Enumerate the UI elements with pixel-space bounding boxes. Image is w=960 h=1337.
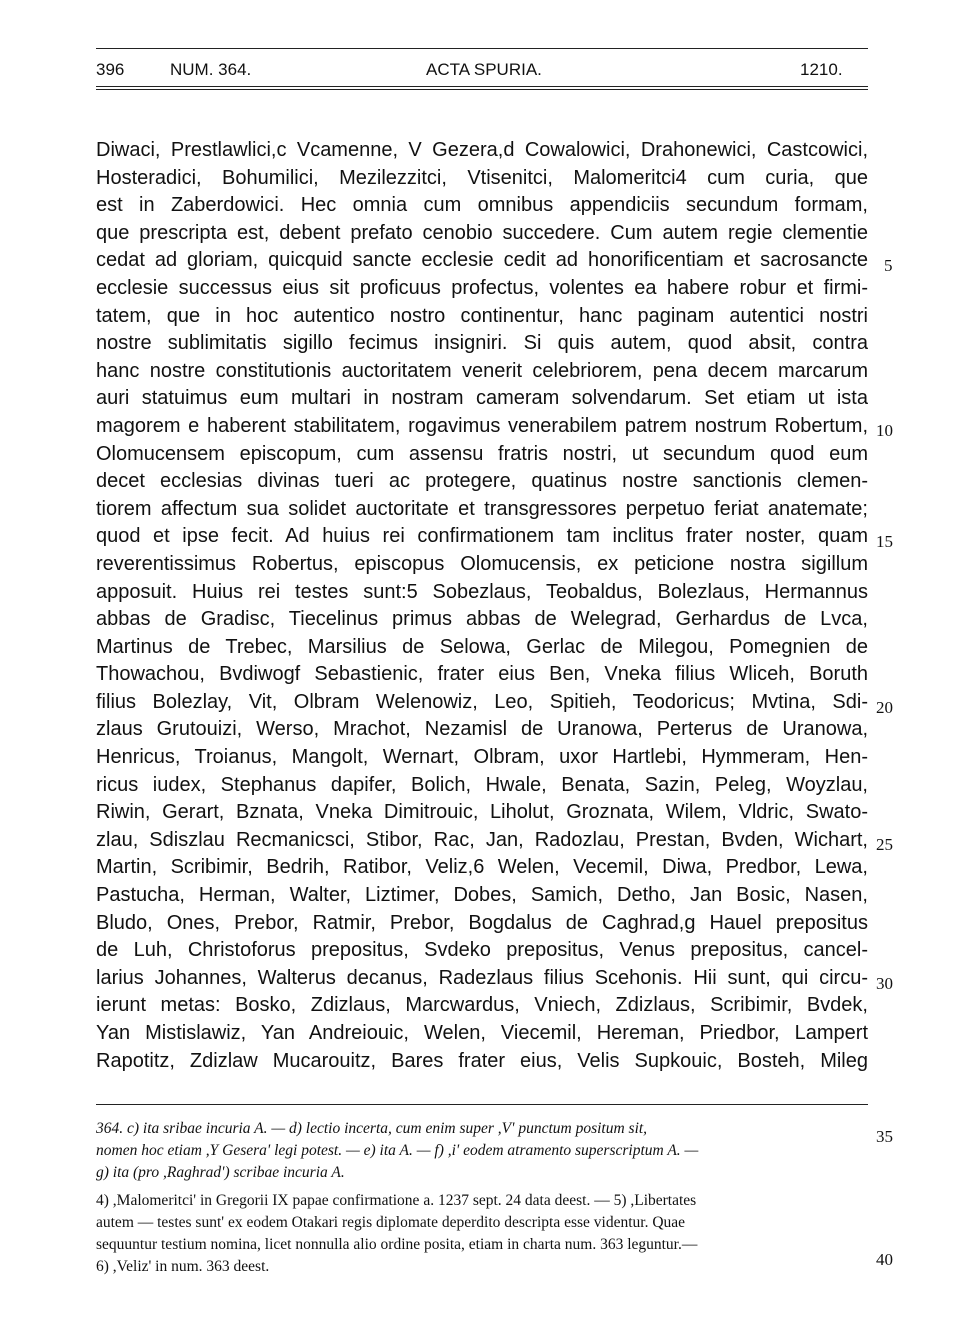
- document-number: NUM. 364.: [170, 60, 252, 79]
- text-line: Hosteradici, Bohumilici, Mezilezzitci, Vtisenitci, Malomeritci4 cum curia, que: [96, 166, 868, 189]
- text-line: Martin, Scribimir, Bedrih, Ratibor, Veliz,6 Welen, Vecemil, Diwa, Predbor, Lewa,: [96, 856, 868, 879]
- commentary-notes: [96, 1190, 868, 1278]
- text-line: hanc nostre constitutionis auctoritatem venerit celebriorem, pena decem marcarum: [96, 359, 868, 382]
- text-line: Olomucensem episcopum, cum assensu fratris nostri, ut secundum quod eum: [96, 442, 868, 465]
- text-line: tatem, que in hoc autentico nostro continentur, hanc paginam autentici nostri: [96, 304, 868, 327]
- critical-apparatus: [96, 1118, 868, 1184]
- text-line: Bludo, Ones, Prebor, Ratmir, Prebor, Bogdalus de Caghrad,g Hauel prepositus: [96, 911, 868, 934]
- text-line: est in Zaberdowici. Hec omnia cum omnibus appendiciis secundum formam,: [96, 194, 868, 217]
- footnote-line: autem — testes sunt' ex eodem Otakari regis diplomate deperdito descripta esse videntur. Quae: [96, 1214, 686, 1231]
- text-line: Martinus de Trebec, Marsilius de Selowa, Gerlac de Milegou, Pomegnien de: [96, 635, 868, 658]
- text-line: decet ecclesias divinas tueri ac protegere, quatinus nostre sanctionis clemen-: [96, 470, 868, 493]
- text-line: Riwin, Gerart, Bznata, Vneka Dimitrouic, Liholut, Groznata, Wilem, Vldric, Swato-: [96, 801, 868, 824]
- line-number-10: 10: [876, 421, 893, 440]
- main-text: [96, 137, 868, 1075]
- text-line: Diwaci, Prestlawlici,c Vcamenne, V Gezera,d Cowalowici, Drahonewici, Castcowici,: [96, 139, 868, 161]
- text-line: Yan Mistislawiz, Yan Andreiouic, Welen, Viecemil, Hereman, Priedbor, Lampert: [96, 1022, 868, 1044]
- section-title: ACTA SPURIA.: [426, 60, 542, 79]
- text-line: ricus iudex, Stephanus dapifer, Bolich, Hwale, Benata, Sazin, Peleg, Woyzlau,: [96, 773, 868, 796]
- text-line: abbas de Gradisc, Tiecelinus primus abbas de Welegrad, Gerhardus de Lvca,: [96, 608, 868, 631]
- footnote-line: sequuntur testium nomina, licet nonnulla alio ordine posita, etiam in charta num. 363 leguntur.—: [96, 1236, 698, 1253]
- footnote-line: 364. c) ita sribae incuria A. — d) lectio incerta, cum enim super ,V' punctum positum sit,: [96, 1120, 648, 1137]
- text-line: Pastucha, Herman, Walter, Liztimer, Dobes, Samich, Detho, Jan Bosic, Nasen,: [96, 884, 868, 907]
- text-line: zlaus Grutouizi, Werso, Mrachot, Nezamisl de Uranowa, Perterus de Uranowa,: [96, 718, 868, 741]
- line-number-5: 5: [884, 256, 893, 275]
- text-line: tiorem affectum sua solidet auctoritate et transgressores perpetuo feriat anatemate;: [96, 497, 868, 520]
- footnote-line: nomen hoc etiam ,Y Gesera' legi potest. — e) ita A. — f) ,i' eodem atramento superscriptum A. —: [96, 1142, 699, 1159]
- footnote-rule: [96, 1104, 868, 1105]
- text-line: apposuit. Huius rei testes sunt:5 Sobezlaus, Teobaldus, Bolezlaus, Hermannus: [96, 580, 868, 603]
- text-line: Henricus, Troianus, Mangolt, Wernart, Olbram, uxor Hartlebi, Hymmeram, Hen-: [96, 746, 868, 769]
- line-number-15: 15: [876, 532, 893, 551]
- footnote-line: g) ita (pro ,Raghrad') scribae incuria A.: [96, 1164, 345, 1181]
- year: 1210.: [800, 60, 843, 79]
- footnote-line: 4) ,Malomeritci' in Gregorii IX papae confirmatione a. 1237 sept. 24 data deest. — 5) ,Libertates: [96, 1192, 697, 1209]
- header-rule-2: [96, 89, 868, 90]
- line-number-35: 35: [876, 1127, 893, 1146]
- line-number-25: 25: [876, 835, 893, 854]
- line-number-20: 20: [876, 698, 893, 717]
- text-line: cedat ad gloriam, quicquid sancte ecclesie cedit ad honorificentiam et sacrosancte: [96, 249, 868, 272]
- text-line: quod et ipse fecit. Ad huius rei confirmationem tam inclitus frater noster, quam: [96, 525, 868, 548]
- text-line: reverentissimus Robertus, episcopus Olomucensis, ex peticione nostra sigillum: [96, 552, 868, 575]
- line-number-40: 40: [876, 1250, 893, 1269]
- header-rule-1: [96, 86, 868, 87]
- top-rule: [96, 48, 868, 49]
- text-line: magorem e haberent stabilitatem, rogavimus venerabilem patrem nostrum Robertum,: [96, 414, 868, 437]
- page-number: 396: [96, 60, 125, 79]
- footnote-line: 6) ,Veliz' in num. 363 deest.: [96, 1258, 270, 1275]
- text-line: de Luh, Christoforus prepositus, Svdeko prepositus, Venus prepositus, cancel-: [96, 939, 868, 962]
- text-line: ecclesie successus eius sit proficuus profectus, volentes ea habere robur et firmi-: [96, 276, 868, 299]
- text-line: nostre sublimitatis sigillo fecimus insigniri. Si quis autem, quod absit, contra: [96, 332, 868, 355]
- text-line: zlau, Sdiszlau Recmanicsci, Stibor, Rac, Jan, Radozlau, Prestan, Bvden, Wichart,: [96, 828, 868, 851]
- text-line: Rapotitz, Zdizlaw Mucarouitz, Bares frater eius, Velis Supkouic, Bosteh, Mileg: [96, 1049, 868, 1072]
- text-line: ierunt metas: Bosko, Zdizlaus, Marcwardus, Vniech, Zdizlaus, Scribimir, Bvdek,: [96, 994, 868, 1017]
- text-line: auri statuimus eum multari in nostram cameram solvendarum. Set etiam ut ista: [96, 387, 868, 410]
- text-line: filius Bolezlay, Vit, Olbram Welenowiz, Leo, Spitieh, Teodoricus; Mvtina, Sdi-: [96, 690, 868, 713]
- running-header: [96, 56, 868, 82]
- text-line: que prescripta est, debent prefato cenobio succedere. Cum autem regie clementie: [96, 221, 868, 244]
- line-number-30: 30: [876, 974, 893, 993]
- text-line: Thowachou, Bvdiwogf Sebastienic, frater eius Ben, Vneka filius Wliceh, Boruth: [96, 663, 868, 686]
- text-line: larius Johannes, Walterus decanus, Radezlaus filius Scehonis. Hii sunt, qui circu-: [96, 966, 868, 989]
